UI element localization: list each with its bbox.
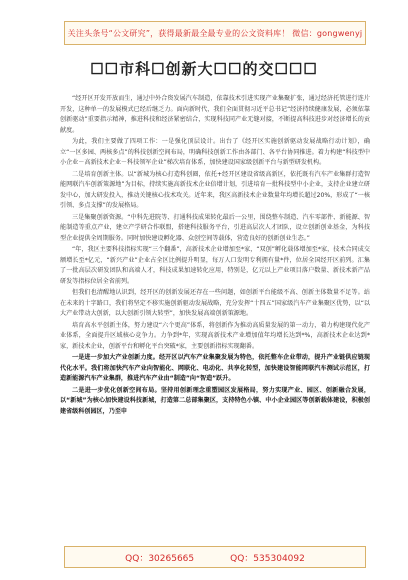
document-title: ☐☐市科☐创新大☐☐的交☐☐☐ [90, 60, 318, 78]
footer-contact [64, 546, 366, 568]
paragraph: 三是集聚创新资源。“中科先进院等、打通科技成果转化最后一公里，围绕整车制造、汽车零部件、新能源、智能制造等重点产业，建立产学研合作联盟，搭建科技服务平台，引进高层次人才团队，设立创新创业基金，为科技型企业提供全周期服务。同时加快建设孵化器、众创空间等载体，营造良好的创新创业生态。” [60, 213, 370, 242]
document-body [60, 94, 370, 524]
section-heading-paragraph: 一是进一步加大产业创新力度。经开区以汽车产业集聚发展为特色，依托整车企业带动，提升产业链供应链现代化水平。我们将加快汽车产业向智能化、网联化、电动化、共享化转型，加快建设智能网联汽车测试示范区，打造新能源汽车产业集群，推进汽车产业由“制造”向“智造”跃升。 [60, 354, 370, 382]
qq-contact: QQ：30265665 [125, 553, 195, 564]
paragraph: 二是培育创新主体。以“新城为核心打造科创圈，依托+经开区建设省级高新区，依托既有汽车产业集群打造智能网联汽车创新策源地”为目标，持续实施高新技术企业倍增计划，引进培育一批科技型中小企业，支持企业建立研发中心，加大研发投入，推动关键核心技术攻关。近年来，我区高新技术企业数量年均增长超过20%，形成了“一核引领、多点支撑”的发展格局。 [60, 170, 370, 209]
paragraph: “年，我区主要科技指标实现“三个翻番”，高新技术企业增加至*家，“双创”孵化载体增加至*家，技术合同成交额增长至*亿元，“新兴产业”企业占全区比例提升明显，每万人口发明专利拥有量*件，位居全国经开区前列。汇集了一批高层次研发团队和高端人才，科技成果加速转化应用，特别是，亿元以上产业项目落户数量、新技术新产品研发等指标位居全省前列。 [60, 246, 370, 285]
paragraph: 培育高水平创新主体，努力建设“六个更高”体系，将创新作为推动高质量发展的第一动力，着力构建现代化产业体系，全面提升区域核心竞争力。力争到*年，实现高新技术产业增加值年均增长达到*%，高新技术企业达到*家，新技术企业，创新平台和孵化平台突破*家，主要创新指标实现翻番。 [60, 321, 370, 350]
qq-group-contact: QQ：535304092 [230, 553, 305, 564]
header-banner: 关注头条号“公文研究”，获得最新最全最专业的公文资料库！ 微信：gongwenyj [64, 21, 366, 45]
paragraph: “经开区开发开放而生，通过中外合资发展汽车制造，依靠技术引进实现产业集聚扩张，通过经济托管进行连片开发，这种单一的发展模式已经后继乏力。面向新时代，我们全面贯彻习近平总书记“经济持续健康发展，必须依靠创新驱动”重要指示精神，推进科技和经济紧密结合，实现科技同产业无缝对接，不断提高科技进步对经济增长的贡献度。 [60, 95, 370, 134]
paragraph: 但我们也清醒地认识到，经开区的创新发展还存在一些问题，如创新平台能级不高、创新主体数量不足等。站在未来的十字路口，我们将坚定不移实施创新驱动发展战略，充分发挥“十四五”国家级汽车产业集聚区优势，以“以大产业带动大创新，以大创新引领大转型”，加快发展高端创新策源地。 [60, 289, 370, 317]
section-heading-paragraph: 二是进一步优化创新空间布局。坚持用创新理念重塑园区发展格局，努力实现产业、园区、创新融合发展，以“新城”为核心加快建设科技新城，打造第二总部集聚区，支持特色小镇、中小企业园区等创新载体建设，积极创建省级科创园区，乃至申 [60, 386, 370, 415]
paragraph: 为此，我们主要做了四项工作：一是强化顶层设计。出台了《经开区实施创新驱动发展战略行动计划》，确立“一区多园、两核多点”的科技创新空间布局，明确科技创新工作由各部门、各平台协同推进。着力构建“科技型中小企业－高新技术企业－科技领军企业”梯次培育体系，加快建设国家级创新平台与新型研发机构。 [60, 138, 370, 166]
